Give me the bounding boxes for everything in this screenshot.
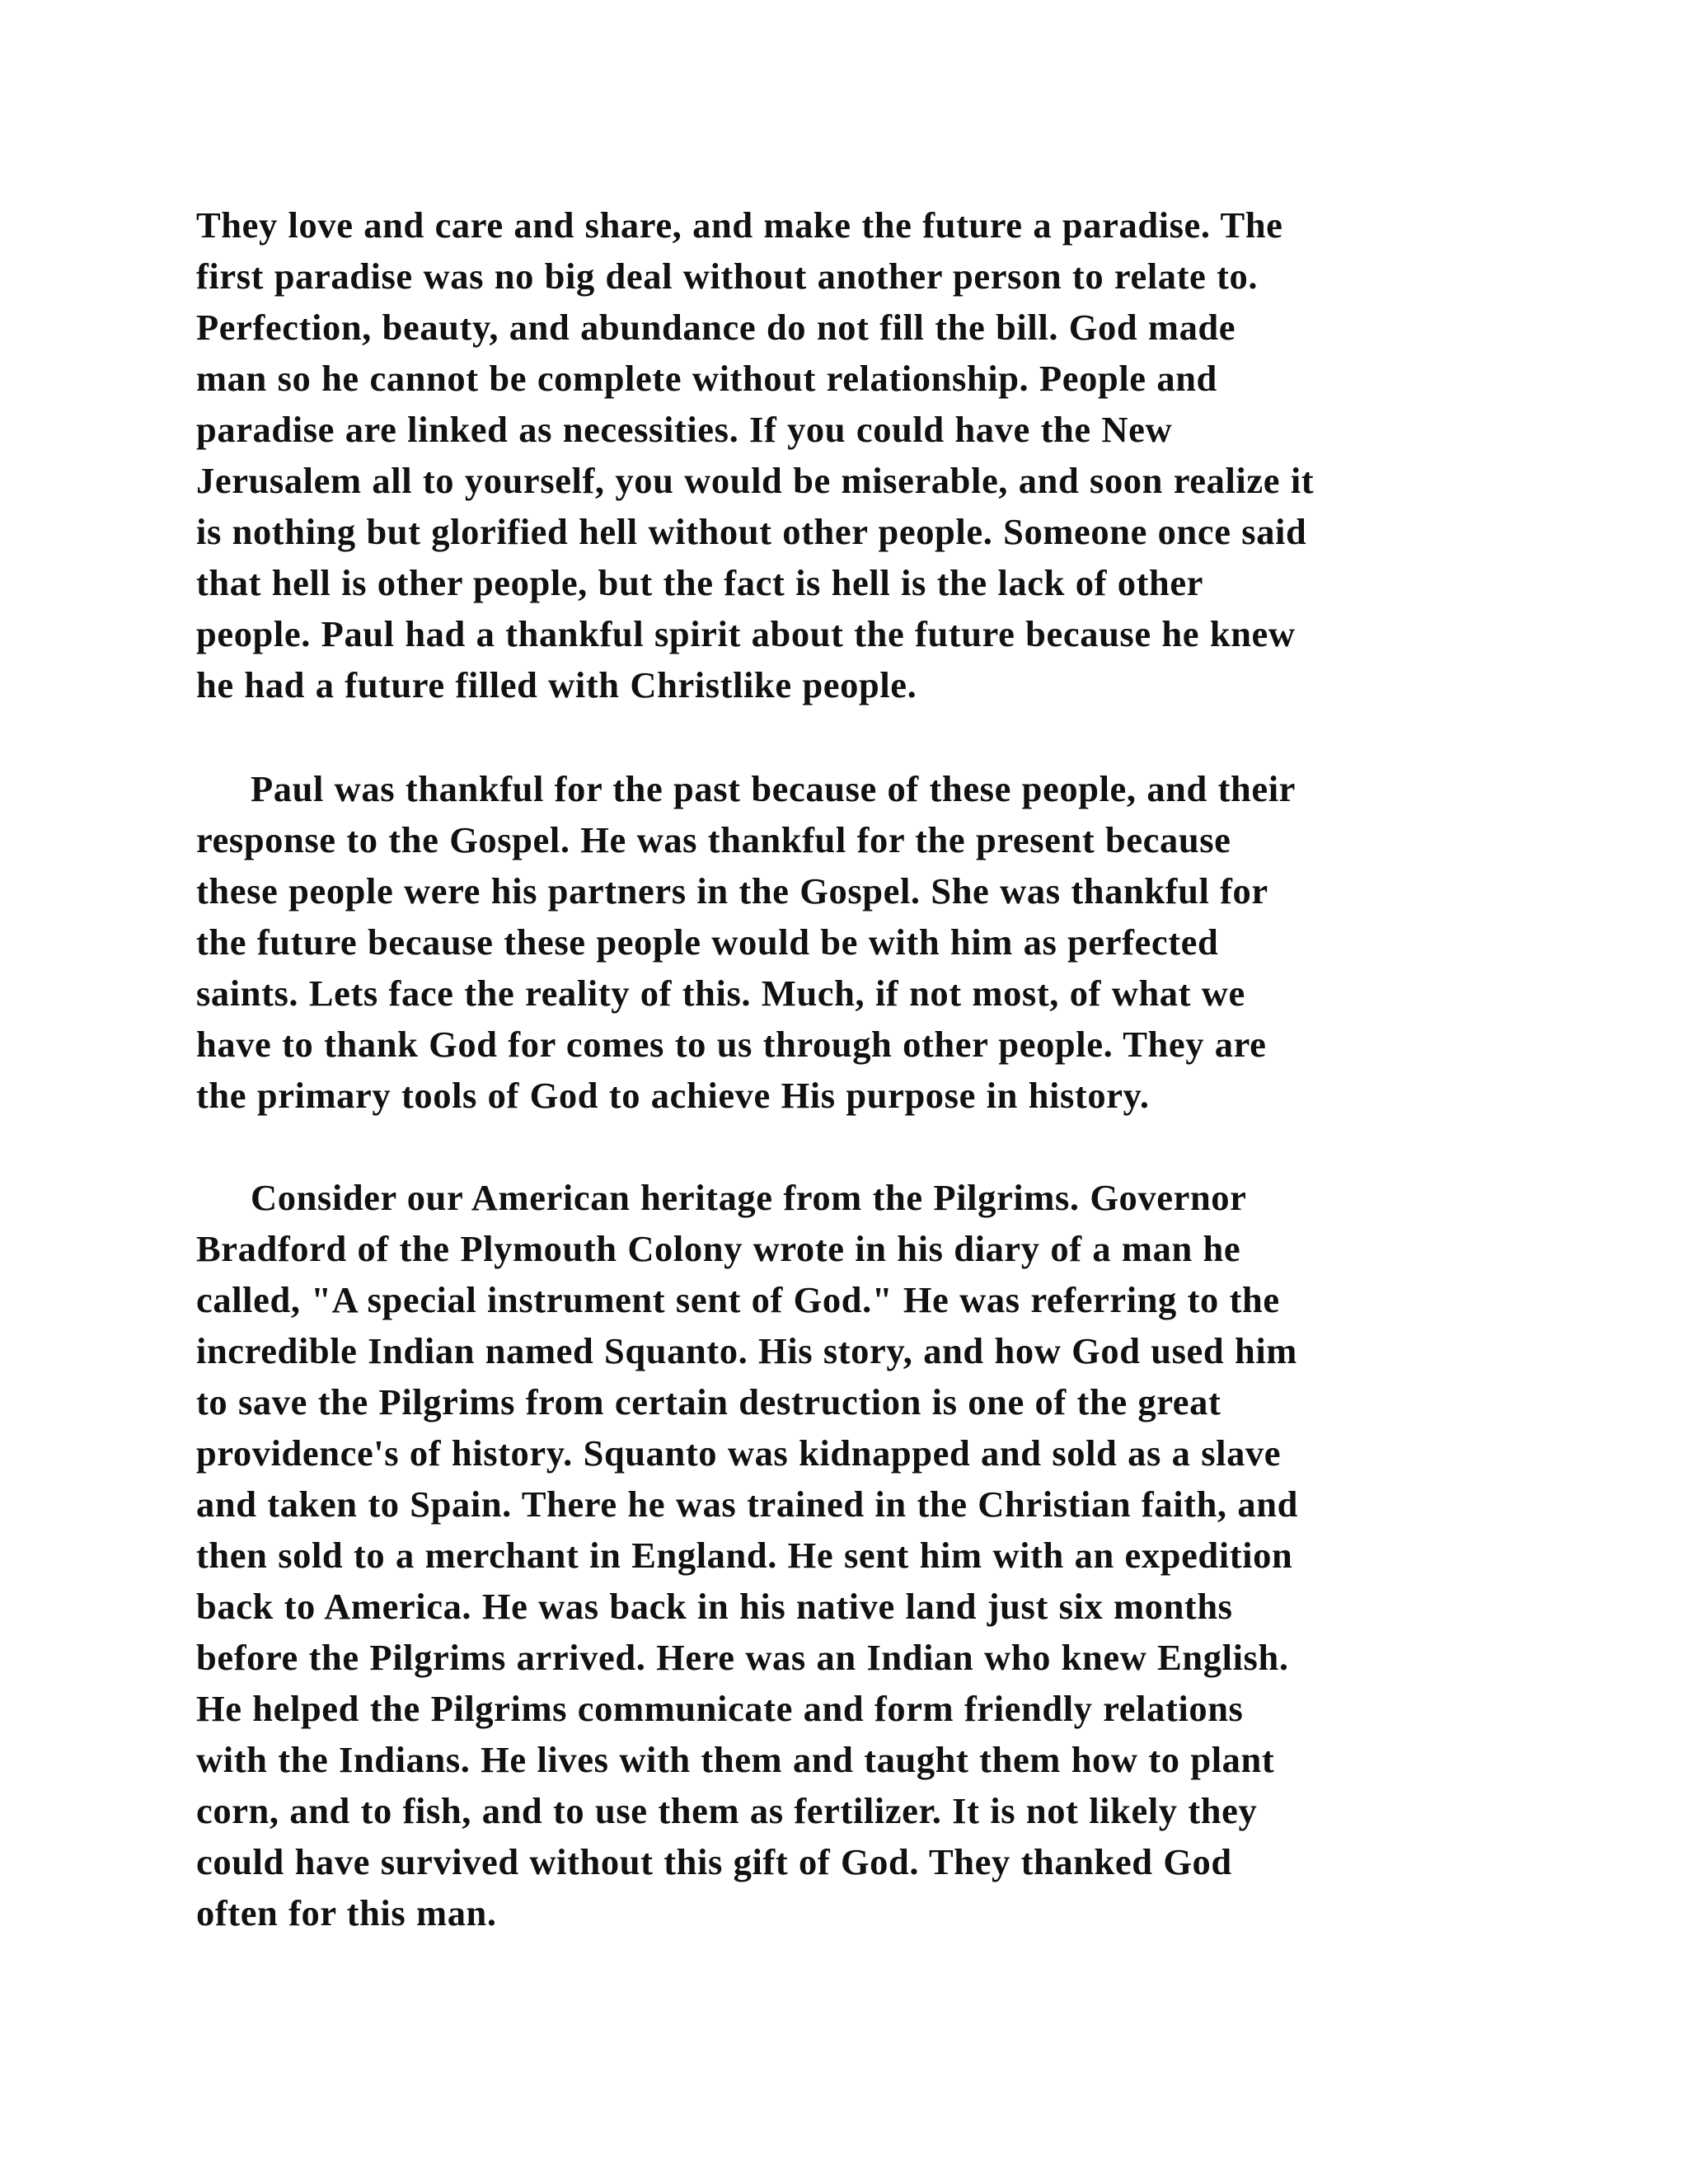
text-line: They love and care and share, and make the future a paradise. The (196, 204, 1283, 246)
text-line: saints. Lets face the reality of this. Much, if not most, of what we (196, 972, 1245, 1014)
text-line: often for this man. (196, 1892, 497, 1933)
text-line: paradise are linked as necessities. If you could have the New (196, 409, 1173, 450)
paragraph-1 (196, 199, 1531, 710)
text-line: first paradise was no big deal without another person to relate to. (196, 255, 1259, 297)
text-line: could have survived without this gift of God. They thanked God (196, 1841, 1232, 1882)
text-line: providence's of history. Squanto was kidnapped and sold as a slave (196, 1432, 1282, 1474)
text-line-first-indented: Paul was thankful for the past because of these people, and their (251, 768, 1296, 809)
text-line: have to thank God for comes to us through other people. They are (196, 1024, 1267, 1065)
text-line: to save the Pilgrims from certain destruction is one of the great (196, 1381, 1221, 1422)
text-line: back to America. He was back in his native land just six months (196, 1586, 1233, 1627)
text-line: he had a future filled with Christlike people. (196, 664, 917, 705)
text-line: called, "A special instrument sent of God." He was referring to the (196, 1279, 1280, 1320)
text-line: the primary tools of God to achieve His purpose in history. (196, 1075, 1150, 1116)
text-line: Jerusalem all to yourself, you would be miserable, and soon realize it (196, 460, 1315, 501)
paragraph-2 (196, 763, 1531, 1121)
text-line: He helped the Pilgrims communicate and form friendly relations (196, 1688, 1244, 1729)
text-line-first-indented: Consider our American heritage from the Pilgrims. Governor (251, 1177, 1247, 1218)
text-line: is nothing but glorified hell without other people. Someone once said (196, 511, 1307, 552)
text-line: incredible Indian named Squanto. His story, and how God used him (196, 1330, 1297, 1371)
text-line: man so he cannot be complete without relationship. People and (196, 358, 1217, 399)
text-line: these people were his partners in the Gospel. She was thankful for (196, 870, 1268, 912)
text-line: Perfection, beauty, and abundance do not fill the bill. God made (196, 307, 1236, 348)
text-line: people. Paul had a thankful spirit about the future because he knew (196, 613, 1296, 654)
text-line: Bradford of the Plymouth Colony wrote in his diary of a man he (196, 1228, 1241, 1269)
text-line: before the Pilgrims arrived. Here was an Indian who knew English. (196, 1637, 1289, 1678)
text-line: the future because these people would be with him as perfected (196, 921, 1219, 963)
text-line: response to the Gospel. He was thankful for the present because (196, 819, 1231, 860)
text-line: corn, and to fish, and to use them as fertilizer. It is not likely they (196, 1790, 1258, 1831)
text-line: then sold to a merchant in England. He sent him with an expedition (196, 1535, 1293, 1576)
text-line: and taken to Spain. There he was trained in the Christian faith, and (196, 1483, 1298, 1525)
paragraph-3 (196, 1172, 1531, 1938)
text-line: that hell is other people, but the fact is hell is the lack of other (196, 562, 1204, 603)
text-line: with the Indians. He lives with them and taught them how to plant (196, 1739, 1275, 1780)
